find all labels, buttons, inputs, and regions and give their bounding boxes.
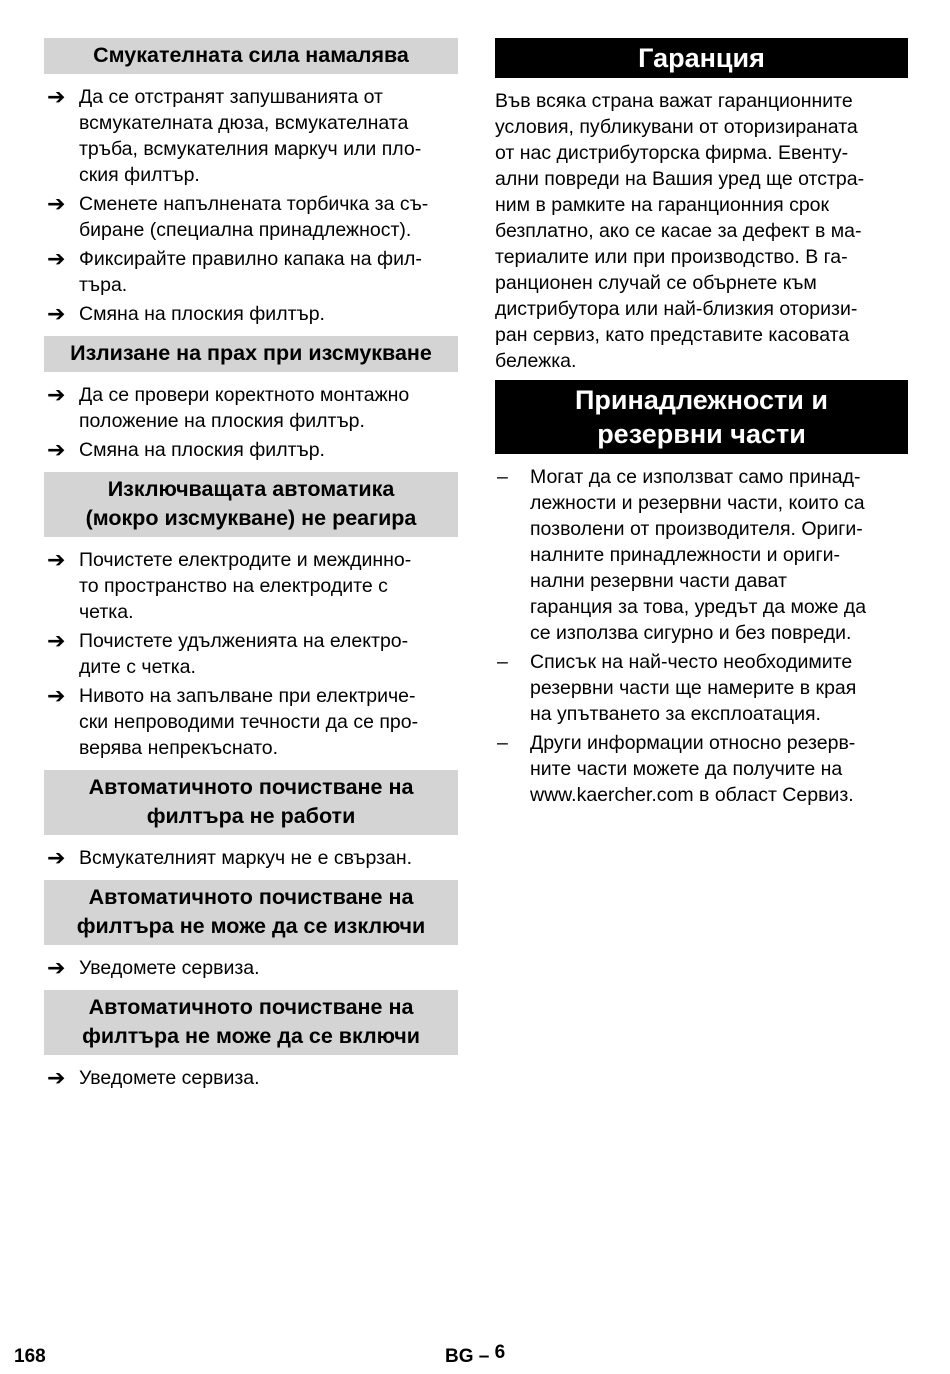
list-item bbox=[44, 437, 458, 463]
item-text: Списък на най-често необходимите резервни части ще намерите в края на упътването за експлоатация. bbox=[530, 651, 857, 725]
arrow-right-icon: ➔ bbox=[47, 84, 66, 109]
list-item bbox=[44, 84, 458, 188]
item-text: Уведомете сервиза. bbox=[79, 957, 260, 979]
warranty-text: Във всяка страна важат гаранционните условия, публикувани от оторизираната от нас дистрибуторска фирма. Евенту- ални повреди на Вашия уред ще отстра- ним в рамките на гаранционния срок безплатно, ако се касае за дефект в ма- териалите или при производство. В га- ранционен случай се обърнете към дистрибутора или най-близкия оторизи- ран сервиз, като представите касовата бележка. bbox=[495, 90, 865, 372]
list-item bbox=[44, 547, 458, 625]
section-heading: Смукателната сила намалява bbox=[44, 38, 458, 74]
list-item bbox=[44, 246, 458, 298]
arrow-right-icon: ➔ bbox=[47, 683, 66, 708]
section-dust-emission bbox=[44, 336, 458, 463]
section-heading: Изключващата автоматика (мокро изсмукване) не реагира bbox=[44, 472, 458, 537]
section-filter-cleaning-not-working bbox=[44, 770, 458, 871]
item-text: Почистете удълженията на електро- дите с четка. bbox=[79, 630, 409, 678]
item-text: Да се провери коректното монтажно положение на плоския филтър. bbox=[79, 384, 410, 432]
list-item bbox=[44, 1065, 458, 1091]
item-text: Смяна на плоския филтър. bbox=[79, 303, 325, 325]
section-heading: Гаранция bbox=[495, 38, 908, 78]
list-item bbox=[495, 730, 908, 808]
arrow-right-icon: ➔ bbox=[47, 1065, 66, 1090]
list-item bbox=[495, 649, 908, 727]
dash-bullet: – bbox=[497, 651, 508, 673]
section-accessories bbox=[495, 380, 908, 808]
section-filter-cleaning-cannot-turn-on bbox=[44, 990, 458, 1091]
section-heading: Принадлежности и резервни части bbox=[495, 380, 908, 454]
dash-bullet: – bbox=[497, 732, 508, 754]
section-shutoff bbox=[44, 472, 458, 761]
arrow-right-icon: ➔ bbox=[47, 246, 66, 271]
item-list bbox=[44, 955, 458, 981]
dash-bullet: – bbox=[497, 466, 508, 488]
section-heading: Излизане на прах при изсмукване bbox=[44, 336, 458, 372]
item-text: Могат да се използват само принад- лежности и резервни части, които са позволени от производителя. Ориги- налните принадлежности и ориги- нални резервни части дават гаранция за това, уредът да може да се използва сигурно и без повреди. bbox=[530, 466, 867, 644]
item-text: Всмукателният маркуч не е свързан. bbox=[79, 847, 413, 869]
page-language-marker bbox=[445, 1342, 506, 1368]
list-item bbox=[44, 382, 458, 434]
list-item bbox=[44, 955, 458, 981]
item-text: Да се отстранят запушванията от всмукателната дюза, всмукателната тръба, всмукателния маркуч или пло- ския филтър. bbox=[79, 86, 422, 186]
section-heading: Автоматичното почистване на филтъра не работи bbox=[44, 770, 458, 835]
page-number: 168 bbox=[14, 1346, 46, 1367]
section-suction-power bbox=[44, 38, 458, 327]
item-list bbox=[44, 845, 458, 871]
item-text: Фиксирайте правилно капака на фил- търа. bbox=[79, 248, 422, 296]
arrow-right-icon: ➔ bbox=[47, 628, 66, 653]
arrow-right-icon: ➔ bbox=[47, 547, 66, 572]
section-heading: Автоматичното почистване на филтъра не може да се изключи bbox=[44, 880, 458, 945]
list-item bbox=[44, 628, 458, 680]
left-column bbox=[44, 38, 458, 1100]
list-item bbox=[44, 191, 458, 243]
item-list bbox=[495, 464, 908, 808]
item-list bbox=[44, 547, 458, 761]
language-code: BG – bbox=[445, 1346, 490, 1367]
arrow-right-icon: ➔ bbox=[47, 845, 66, 870]
item-text: Нивото на запълване при електриче- ски непроводими течности да се про- верява непрекъснато. bbox=[79, 685, 419, 759]
item-text: Уведомете сервиза. bbox=[79, 1067, 260, 1089]
list-item bbox=[44, 301, 458, 327]
list-item bbox=[44, 845, 458, 871]
arrow-right-icon: ➔ bbox=[47, 301, 66, 326]
item-text: Други информации относно резерв- ните части можете да получите на www.kaercher.com в област Сервиз. bbox=[530, 732, 856, 806]
arrow-right-icon: ➔ bbox=[47, 955, 66, 980]
right-column bbox=[495, 38, 908, 817]
item-list bbox=[44, 382, 458, 463]
sub-page-number: 6 bbox=[494, 1342, 506, 1363]
item-text: Смяна на плоския филтър. bbox=[79, 439, 325, 461]
list-item bbox=[495, 464, 908, 646]
item-text: Сменете напълнената торбичка за съ- биране (специална принадлежност). bbox=[79, 193, 429, 241]
item-list bbox=[44, 1065, 458, 1091]
section-heading: Автоматичното почистване на филтъра не може да се включи bbox=[44, 990, 458, 1055]
arrow-right-icon: ➔ bbox=[47, 191, 66, 216]
arrow-right-icon: ➔ bbox=[47, 382, 66, 407]
item-text: Почистете електродите и междинно- то пространство на електродите с четка. bbox=[79, 549, 412, 623]
section-filter-cleaning-cannot-turn-off bbox=[44, 880, 458, 981]
arrow-right-icon: ➔ bbox=[47, 437, 66, 462]
list-item bbox=[44, 683, 458, 761]
section-warranty bbox=[495, 38, 908, 374]
item-list bbox=[44, 84, 458, 327]
